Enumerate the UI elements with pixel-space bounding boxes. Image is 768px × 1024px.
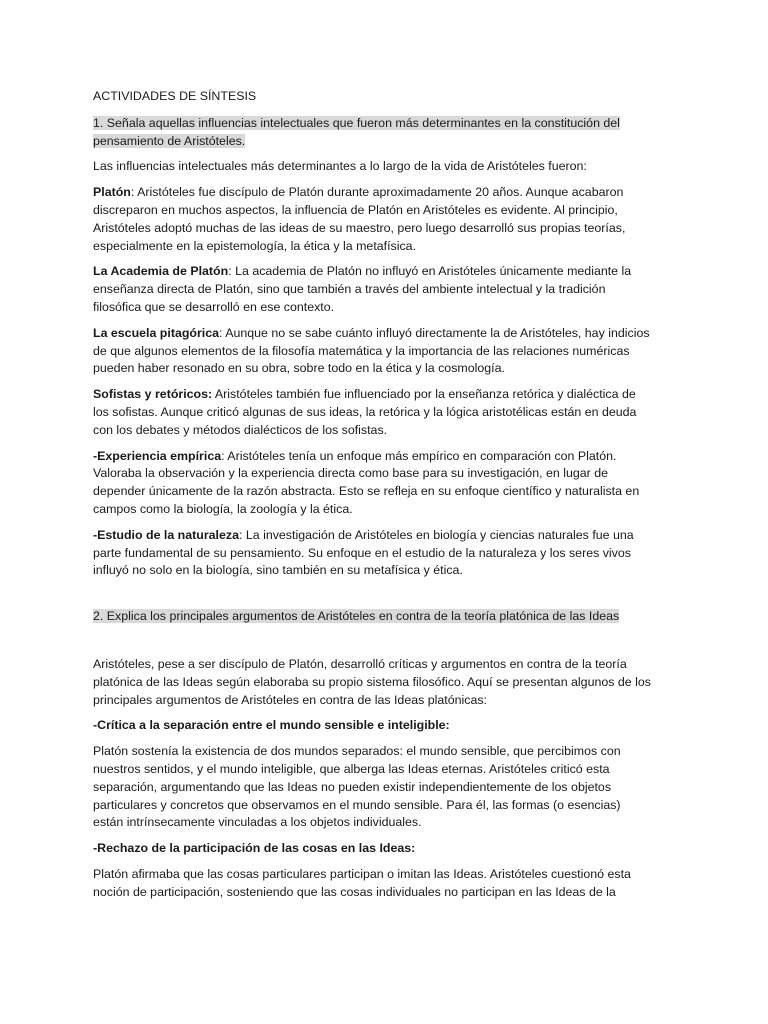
argument-1-paragraph: Platón sostenía la existencia de dos mundos separados: el mundo sensible, que percibimos con nuestros sentidos, y el mundo inteligible, que alberga las Ideas eternas. Aristóteles criticó esta separación, argumentando que las Ideas no pueden existir independientemente de los objetos particulares y concretos que observamos en el mundo sensible. Para él, las formas (o esencias) están intrínsecamente vinculadas a los objetos individuales. [93, 744, 621, 830]
argument-2-heading [93, 840, 653, 858]
influence-text: : Aristóteles fue discípulo de Platón durante aproximadamente 20 años. Aunque acabaron discreparon en muchos aspectos, la influencia de Platón en Aristóteles es evidente. Al principio, Aristóteles adoptó muchas de las ideas de su maestro, pero luego desarrolló sus propias teorías, especialmente en la epistemología, la ética y la metafísica. [93, 185, 626, 253]
influence-text: : La investigación de Aristóteles en biología y ciencias naturales fue una parte fundamental de su pensamiento. Su enfoque en el estudio de la naturaleza y los seres vivos influyó no solo en la biología, sino también en su metafísica y ética. [93, 527, 634, 578]
influence-paragraph-academia [93, 263, 653, 316]
document-page [93, 88, 653, 909]
influence-term: La escuela pitagórica [93, 325, 220, 340]
question-1-text: 1. Señala aquellas influencias intelectuales que fueron más determinantes en la constitución del pensamiento de Aristóteles. [93, 115, 620, 148]
document-title: ACTIVIDADES DE SÍNTESIS [93, 89, 257, 103]
influence-term: Platón [93, 185, 131, 200]
influence-text: : La academia de Platón no influyó en Aristóteles únicamente mediante la enseñanza directa de Platón, sino que también a través del ambiente intelectual y la tradición filosófica que se desarrolló en ese contexto. [93, 264, 632, 314]
argument-2-paragraph: Platón afirmaba que las cosas particulares participan o imitan las Ideas. Aristóteles cuestionó esta noción de participación, sosteniendo que las cosas individuales no participan en las Ideas de la [93, 866, 631, 899]
intro-paragraph-2: Aristóteles, pese a ser discípulo de Platón, desarrolló críticas y argumentos en contra de la teoría platónica de las Ideas según elaboraba su propio sistema filosófico. Aquí se presentan algunos de los principales argumentos de Aristóteles en contra de las Ideas platónicas: [93, 656, 651, 707]
argument-heading-text: -Rechazo de la participación de las cosas en las Ideas: [93, 841, 416, 856]
influence-paragraph-platon [93, 184, 653, 255]
influence-text: : Aunque no se sabe cuánto influyó directamente la de Aristóteles, hay indicios de que algunos elementos de la filosofía matemática y la importancia de las relaciones numéricas pueden haber resonado en su obra, sobre todo en la ética y la cosmología. [93, 325, 650, 376]
question-2 [93, 608, 653, 626]
argument-1-heading [93, 717, 653, 735]
influence-text: Aristóteles también fue influenciado por la enseñanza retórica y dialéctica de los sofistas. Aunque criticó algunas de sus ideas, la retórica y la lógica aristotélicas están en deuda con los debates y métodos dialécticos de los sofistas. [93, 387, 637, 437]
intro-paragraph-1: Las influencias intelectuales más determinantes a lo largo de la vida de Aristóteles fueron: [93, 159, 587, 174]
influence-paragraph-naturaleza [93, 527, 653, 580]
influence-term: -Experiencia empírica [93, 448, 222, 463]
influence-paragraph-experiencia [93, 448, 653, 519]
influence-paragraph-sofistas [93, 386, 653, 439]
influence-term: La Academia de Platón [93, 264, 229, 279]
influence-paragraph-pitagorica [93, 325, 653, 378]
influence-text: : Aristóteles tenía un enfoque más empírico en comparación con Platón. Valoraba la observación y la experiencia directa como base para su investigación, en lugar de depender únicamente de la razón abstracta. Esto se refleja en su enfoque científico y naturalista en campos como la biología, la zoología y la ética. [93, 448, 640, 516]
question-1 [93, 115, 653, 151]
question-2-text: 2. Explica los principales argumentos de Aristóteles en contra de la teoría platónica de las Ideas [93, 609, 620, 624]
argument-heading-text: -Crítica a la separación entre el mundo sensible e inteligible: [93, 718, 450, 733]
influence-term: Sofistas y retóricos: [93, 387, 213, 402]
influence-term: -Estudio de la naturaleza [93, 527, 239, 542]
